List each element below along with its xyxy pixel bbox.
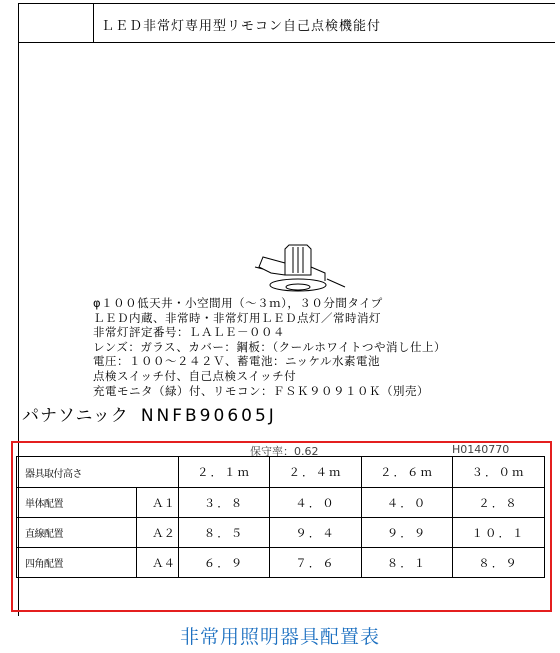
spacing-cell: ４．０ [362, 488, 453, 518]
spacing-cell: ９．９ [362, 518, 453, 548]
spacing-cell: １０．１ [453, 518, 545, 548]
arrangement-code: Ａ１ [137, 488, 179, 518]
spacing-cell: ６．９ [179, 548, 270, 578]
drawing-code: H0140770 [452, 443, 510, 456]
height-cell: ２．１ｍ [179, 457, 270, 488]
height-cell: ２．６ｍ [362, 457, 453, 488]
arrangement-code: Ａ２ [137, 518, 179, 548]
header-divider [93, 4, 94, 42]
product-series-title: ＬＥＤ非常灯専用型リモコン自己点検機能付 [101, 19, 382, 34]
highlight-frame [11, 441, 552, 612]
description-line: レンズ：ガラス、カバー：鋼板：（クールホワイトつや消し仕上） [93, 339, 447, 354]
header-rule [19, 42, 555, 43]
description-line: 点検スイッチ付、自己点検スイッチ付 [93, 368, 297, 383]
downlight-fixture-icon [241, 239, 351, 301]
maker-name: パナソニック [22, 406, 129, 426]
description-line: 非常灯評定番号：ＬＡＬＥ－００４ [93, 325, 285, 340]
spacing-cell: ８．１ [362, 548, 453, 578]
arrangement-code: Ａ４ [137, 548, 179, 578]
spacing-cell: ９．４ [270, 518, 362, 548]
product-description [93, 296, 446, 398]
description-line: 充電モニタ（緑）付、リモコン：ＦＳＫ９０９１０Ｋ（別売） [93, 383, 429, 398]
description-line: 電圧：１００～２４２Ｖ、蓄電池：ニッケル水素電池 [93, 354, 380, 369]
model-number: NNFB90605J [140, 406, 277, 426]
spacing-cell: ８．９ [453, 548, 545, 578]
arrangement-label: 四角配置 [17, 548, 137, 578]
mount-height-label: 器具取付高さ [17, 457, 179, 488]
spacing-cell: ８．５ [179, 518, 270, 548]
height-cell: ２．４ｍ [270, 457, 362, 488]
spacing-cell: ３．８ [179, 488, 270, 518]
spacing-cell: ７．６ [270, 548, 362, 578]
height-cell: ３．０ｍ [453, 457, 545, 488]
spacing-cell: ４．０ [270, 488, 362, 518]
arrangement-label: 直線配置 [17, 518, 137, 548]
description-line: ＬＥＤ内蔵、非常時・非常灯用ＬＥＤ点灯／常時消灯 [93, 310, 381, 325]
description-line: φ１００低天井・小空間用（～３ｍ），３０分間タイプ [93, 296, 383, 310]
brand-model-line [22, 401, 277, 426]
figure-caption: 非常用照明器具配置表 [179, 626, 380, 648]
maintenance-factor: 保守率：0.62 [250, 445, 319, 458]
arrangement-label: 単体配置 [17, 488, 137, 518]
spacing-cell: ２．８ [453, 488, 545, 518]
